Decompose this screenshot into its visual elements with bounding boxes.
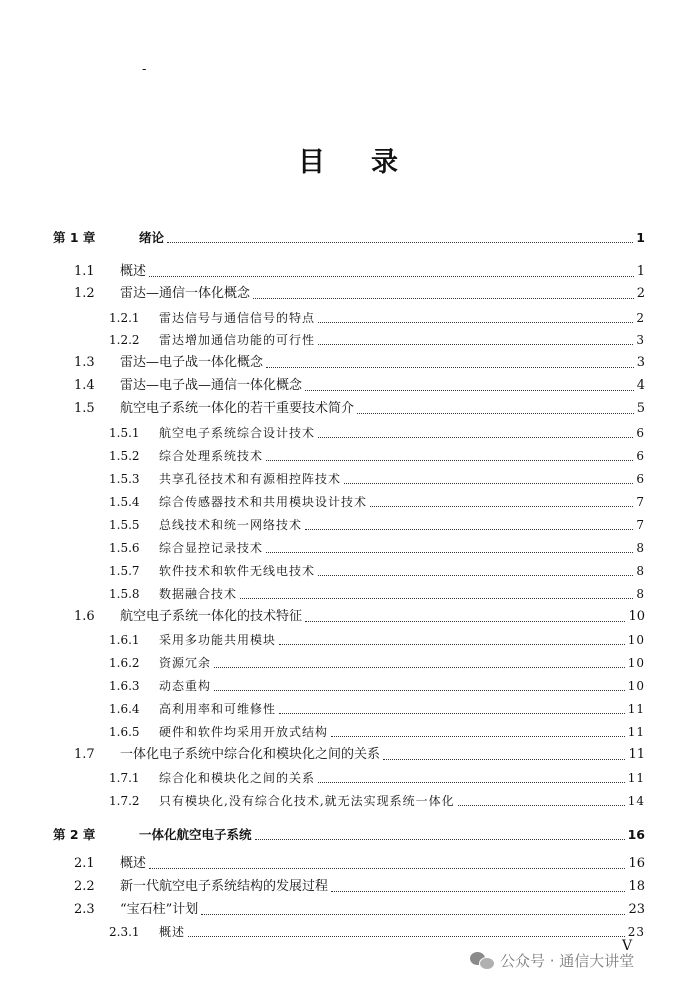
- toc-title: 概述: [159, 925, 186, 939]
- toc-page: 5: [636, 401, 645, 416]
- toc-title: 概述: [120, 856, 147, 871]
- toc-entry[interactable]: [74, 856, 645, 872]
- toc-leader-dots: [331, 890, 625, 892]
- toc-leader-dots: [255, 838, 625, 840]
- toc-entry[interactable]: [53, 230, 645, 246]
- toc-leader-dots: [240, 597, 633, 599]
- toc-number: 2.3: [74, 902, 95, 917]
- toc-entry[interactable]: [74, 747, 645, 763]
- toc-entry[interactable]: [74, 879, 645, 895]
- toc-number: 1.6.4: [109, 702, 140, 716]
- toc-entry[interactable]: [74, 609, 645, 625]
- toc-leader-dots: [318, 436, 633, 438]
- toc-number: 1.5.3: [109, 472, 140, 486]
- toc-leader-dots: [370, 505, 633, 507]
- toc-page: 10: [627, 679, 645, 693]
- toc-title: 采用多功能共用模块: [159, 633, 277, 647]
- toc-leader-dots: [266, 366, 634, 368]
- toc-title: 概述: [120, 264, 147, 279]
- toc-entry[interactable]: [109, 655, 645, 671]
- toc-page: 2: [636, 311, 645, 325]
- toc-number: 1.7.2: [109, 794, 140, 808]
- toc-entry[interactable]: [109, 425, 645, 441]
- toc-title: 综合传感器技术和共用模块设计技术: [159, 495, 368, 509]
- toc-title: 雷达—通信一体化概念: [120, 286, 251, 301]
- toc-page: 1: [636, 230, 645, 245]
- toc-number: 1.7.1: [109, 771, 140, 785]
- toc-leader-dots: [279, 712, 625, 714]
- page-number: V: [622, 938, 633, 954]
- toc-number: 1.5.7: [109, 564, 140, 578]
- toc-entry[interactable]: [109, 586, 645, 602]
- toc-leader-dots: [318, 321, 633, 323]
- toc-page: 3: [636, 355, 645, 370]
- toc-leader-dots: [279, 643, 625, 645]
- toc-number: 第 2 章: [53, 827, 96, 842]
- toc-title: 雷达—电子战—通信一体化概念: [120, 378, 303, 393]
- toc-leader-dots: [331, 735, 625, 737]
- toc-number: 1.7: [74, 747, 95, 762]
- toc-page: 11: [627, 702, 645, 716]
- toc-entry[interactable]: [109, 448, 645, 464]
- toc-page: 6: [636, 426, 645, 440]
- toc-page: 23: [628, 902, 645, 917]
- toc-title: 航空电子系统一体化的若干重要技术简介: [120, 401, 355, 416]
- toc-number: 1.2: [74, 286, 95, 301]
- toc-page: 3: [636, 333, 645, 347]
- toc-leader-dots: [188, 935, 625, 937]
- watermark: [470, 947, 692, 973]
- toc-entry[interactable]: [109, 517, 645, 533]
- toc-leader-dots: [305, 620, 625, 622]
- toc-number: 1.6.1: [109, 633, 140, 647]
- toc-title: 综合化和模块化之间的关系: [159, 771, 316, 785]
- toc-leader-dots: [149, 275, 634, 277]
- toc-number: 1.3: [74, 355, 95, 370]
- toc-title: 软件技术和软件无线电技术: [159, 564, 316, 578]
- toc-title: 综合处理系统技术: [159, 449, 264, 463]
- toc-title: 新一代航空电子系统结构的发展过程: [120, 879, 329, 894]
- toc-title: 综合显控记录技术: [159, 541, 264, 555]
- toc-leader-dots: [214, 666, 625, 668]
- toc-number: 1.5.8: [109, 587, 140, 601]
- toc-title: 一体化航空电子系统: [139, 827, 252, 842]
- toc-entry[interactable]: [109, 310, 645, 326]
- wechat-icon: [470, 950, 494, 970]
- toc-number: 1.6.2: [109, 656, 140, 670]
- toc-number: 1.5.4: [109, 495, 140, 509]
- toc-page: 16: [628, 856, 645, 871]
- toc-title: 动态重构: [159, 679, 212, 693]
- toc-page: 2: [636, 286, 645, 301]
- toc-leader-dots: [383, 758, 625, 760]
- toc-leader-dots: [318, 781, 625, 783]
- toc-number: 第 1 章: [53, 230, 96, 245]
- toc-entry[interactable]: [109, 563, 645, 579]
- toc-title: 一体化电子系统中综合化和模块化之间的关系: [120, 747, 381, 762]
- toc-page: 7: [636, 495, 645, 509]
- toc-page: 10: [628, 609, 645, 624]
- toc-entry[interactable]: [74, 264, 645, 280]
- toc-title: 航空电子系统综合设计技术: [159, 426, 316, 440]
- toc-entry[interactable]: [109, 793, 645, 809]
- toc-number: 1.1: [74, 264, 95, 279]
- toc-entry[interactable]: [53, 827, 645, 843]
- toc-entry[interactable]: [109, 332, 645, 348]
- toc-title: 雷达增加通信功能的可行性: [159, 333, 316, 347]
- toc-leader-dots: [305, 528, 633, 530]
- toc-entry[interactable]: [74, 286, 645, 302]
- toc-page: 14: [627, 794, 645, 808]
- toc-page: 6: [636, 449, 645, 463]
- toc-number: 1.6: [74, 609, 95, 624]
- toc-title: 总线技术和统一网络技术: [159, 518, 303, 532]
- toc-title: 雷达—电子战一体化概念: [120, 355, 264, 370]
- toc-number: 1.4: [74, 378, 95, 393]
- toc-page: 16: [627, 827, 645, 842]
- toc-page: 10: [627, 656, 645, 670]
- toc-title: 雷达信号与通信信号的特点: [159, 311, 316, 325]
- watermark-text: 公众号 · 通信大讲堂: [500, 951, 635, 970]
- toc-page: 18: [628, 879, 645, 894]
- toc-number: 1.5.5: [109, 518, 140, 532]
- toc-entry[interactable]: [109, 724, 645, 740]
- toc-entry[interactable]: [74, 355, 645, 371]
- toc-entry[interactable]: [109, 494, 645, 510]
- toc-leader-dots: [305, 389, 634, 391]
- toc-title: 航空电子系统一体化的技术特征: [120, 609, 303, 624]
- toc-entry[interactable]: [109, 678, 645, 694]
- page-title: [0, 140, 696, 179]
- toc-leader-dots: [266, 459, 633, 461]
- toc-leader-dots: [344, 482, 633, 484]
- toc-number: 1.2.2: [109, 333, 140, 347]
- toc-title: 数据融合技术: [159, 587, 238, 601]
- toc-entry[interactable]: [74, 378, 645, 394]
- toc-title: “宝石柱”计划: [120, 902, 199, 917]
- toc-entry[interactable]: [109, 701, 645, 717]
- toc-title: 只有模块化,没有综合化技术,就无法实现系统一体化: [159, 794, 455, 808]
- toc-page: 10: [627, 633, 645, 647]
- toc-leader-dots: [266, 551, 633, 553]
- toc-leader-dots: [318, 574, 633, 576]
- toc-leader-dots: [253, 297, 634, 299]
- toc-page: 4: [636, 378, 645, 393]
- toc-leader-dots: [214, 689, 625, 691]
- title-char-2: 录: [371, 147, 398, 178]
- toc-title: 绪论: [139, 230, 165, 245]
- toc-title: 资源冗余: [159, 656, 212, 670]
- toc-number: 2.1: [74, 856, 95, 871]
- toc-number: 1.5: [74, 401, 95, 416]
- toc-leader-dots: [458, 804, 625, 806]
- toc-leader-dots: [357, 412, 634, 414]
- toc-page: 23: [627, 925, 645, 939]
- toc-number: 1.6.5: [109, 725, 140, 739]
- toc-leader-dots: [318, 343, 633, 345]
- toc-entry[interactable]: [74, 902, 645, 918]
- toc-entry[interactable]: [109, 540, 645, 556]
- toc-number: 1.6.3: [109, 679, 140, 693]
- toc-page: 11: [627, 725, 645, 739]
- toc-page: 11: [628, 747, 645, 762]
- toc-title: 高利用率和可维修性: [159, 702, 277, 716]
- toc-page: 8: [636, 587, 645, 601]
- toc-entry[interactable]: [109, 770, 645, 786]
- toc-page: 8: [636, 541, 645, 555]
- toc-title: 硬件和软件均采用开放式结构: [159, 725, 329, 739]
- toc-entry[interactable]: [74, 401, 645, 417]
- stray-mark: -: [142, 62, 147, 77]
- title-char-1: 目: [298, 147, 325, 178]
- toc-page: 7: [636, 518, 645, 532]
- toc-title: 共享孔径技术和有源相控阵技术: [159, 472, 342, 486]
- toc-page: 6: [636, 472, 645, 486]
- toc-page: 8: [636, 564, 645, 578]
- toc-page: 11: [627, 771, 645, 785]
- toc-leader-dots: [201, 913, 625, 915]
- toc-number: 2.3.1: [109, 925, 140, 939]
- toc-entry[interactable]: [109, 924, 645, 940]
- toc-page: 1: [636, 264, 645, 279]
- toc-leader-dots: [167, 241, 633, 243]
- toc-entry[interactable]: [109, 471, 645, 487]
- toc-number: 1.5.2: [109, 449, 140, 463]
- toc-number: 1.5.1: [109, 426, 140, 440]
- toc-number: 1.5.6: [109, 541, 140, 555]
- toc-number: 2.2: [74, 879, 95, 894]
- toc-number: 1.2.1: [109, 311, 140, 325]
- toc-entry[interactable]: [109, 632, 645, 648]
- toc-leader-dots: [149, 867, 625, 869]
